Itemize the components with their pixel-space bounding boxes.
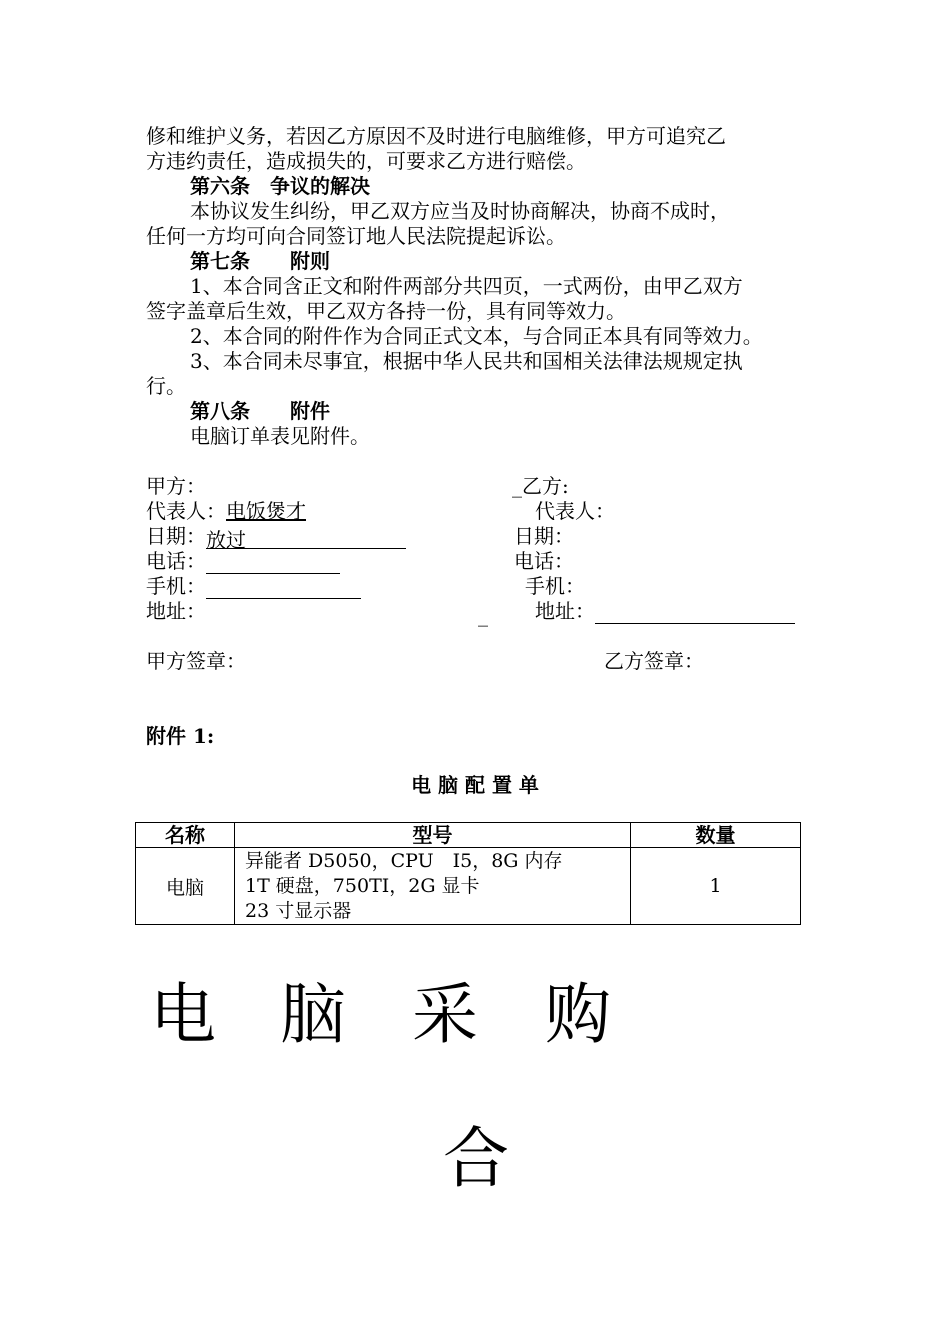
mobile-a-label: 手机： bbox=[146, 574, 206, 598]
cell-qty: 1 bbox=[631, 848, 801, 925]
model-line: 23 寸显示器 bbox=[245, 899, 352, 922]
party-a-phone bbox=[146, 549, 340, 574]
rep-a-label: 代表人： bbox=[146, 499, 226, 523]
article-8-heading: 第八条 附件 bbox=[190, 399, 330, 423]
contract-text-line: 行。 bbox=[146, 374, 186, 398]
contract-text-line: 3、本合同未尽事宜，根据中华人民共和国相关法律法规规定执 bbox=[190, 349, 743, 373]
date-a-label: 日期： bbox=[146, 524, 206, 548]
date-a-value: 放过 bbox=[206, 528, 246, 552]
model-line: 1T 硬盘，750TI，2G 显卡 bbox=[245, 874, 480, 897]
party-a-representative bbox=[146, 499, 306, 524]
address-underscore-mark: _ bbox=[478, 603, 488, 627]
contract-text-line: 2、本合同的附件作为合同正式文本，与合同正本具有同等效力。 bbox=[190, 324, 763, 348]
party-a-seal-label: 甲方签章： bbox=[146, 649, 246, 673]
table-header-row bbox=[136, 823, 801, 848]
phone-a-blank bbox=[206, 553, 340, 574]
contract-text-line: 本协议发生纠纷，甲乙双方应当及时协商解决，协商不成时， bbox=[190, 199, 730, 223]
phone-a-label: 电话： bbox=[146, 549, 206, 573]
rep-a-value: 电饭煲才 bbox=[226, 499, 306, 523]
cover-title-char: 电 bbox=[150, 976, 216, 1053]
cover-title-char: 购 bbox=[545, 976, 611, 1053]
contract-text-line: 签字盖章后生效，甲乙双方各持一份，具有同等效力。 bbox=[146, 299, 626, 323]
table-header-qty: 数量 bbox=[631, 823, 801, 848]
model-line: 异能者 D5050，CPU I5，8G 内存 bbox=[245, 849, 563, 872]
contract-text-line: 1、本合同含正文和附件两部分共四页，一式两份，由甲乙双方 bbox=[190, 274, 743, 298]
cover-title-char: 合 bbox=[443, 1120, 509, 1197]
article-6-heading: 第六条 争议的解决 bbox=[190, 174, 370, 198]
contract-text-line: 修和维护义务，若因乙方原因不及时进行电脑维修，甲方可追究乙 bbox=[146, 124, 726, 148]
party-b-address bbox=[535, 599, 795, 624]
mobile-b-label: 手机： bbox=[525, 574, 585, 598]
cell-name: 电脑 bbox=[136, 848, 235, 925]
table-header-model: 型号 bbox=[235, 823, 631, 848]
rep-b-label: 代表人： bbox=[535, 499, 615, 523]
attachment-title: 电 脑 配 置 单 bbox=[411, 773, 539, 797]
cover-title-char: 采 bbox=[412, 976, 478, 1053]
date-b-label: 日期： bbox=[514, 524, 574, 548]
address-b-label: 地址： bbox=[535, 599, 595, 623]
table-row bbox=[136, 848, 801, 925]
config-table bbox=[135, 822, 801, 925]
table-header-name: 名称 bbox=[136, 823, 235, 848]
cover-title-char: 脑 bbox=[280, 976, 346, 1053]
attachment-label: 附件 1: bbox=[146, 724, 215, 748]
party-a-mobile bbox=[146, 574, 361, 599]
cell-model bbox=[235, 848, 631, 925]
address-b-blank bbox=[595, 603, 795, 624]
party-a-date bbox=[146, 524, 406, 552]
article-7-heading: 第七条 附则 bbox=[190, 249, 330, 273]
mobile-a-blank bbox=[206, 578, 361, 599]
phone-b-label: 电话： bbox=[514, 549, 574, 573]
contract-text-line: 方违约责任，造成损失的，可要求乙方进行赔偿。 bbox=[146, 149, 586, 173]
party-b-seal-label: 乙方签章： bbox=[604, 649, 704, 673]
date-a-field bbox=[206, 528, 406, 552]
contract-text-line: 电脑订单表见附件。 bbox=[190, 424, 370, 448]
address-a-label: 地址： bbox=[146, 599, 206, 623]
party-a-label: 甲方： bbox=[146, 474, 206, 498]
contract-text-line: 任何一方均可向合同签订地人民法院提起诉讼。 bbox=[146, 224, 566, 248]
party-b-label: _乙方: bbox=[512, 474, 569, 498]
